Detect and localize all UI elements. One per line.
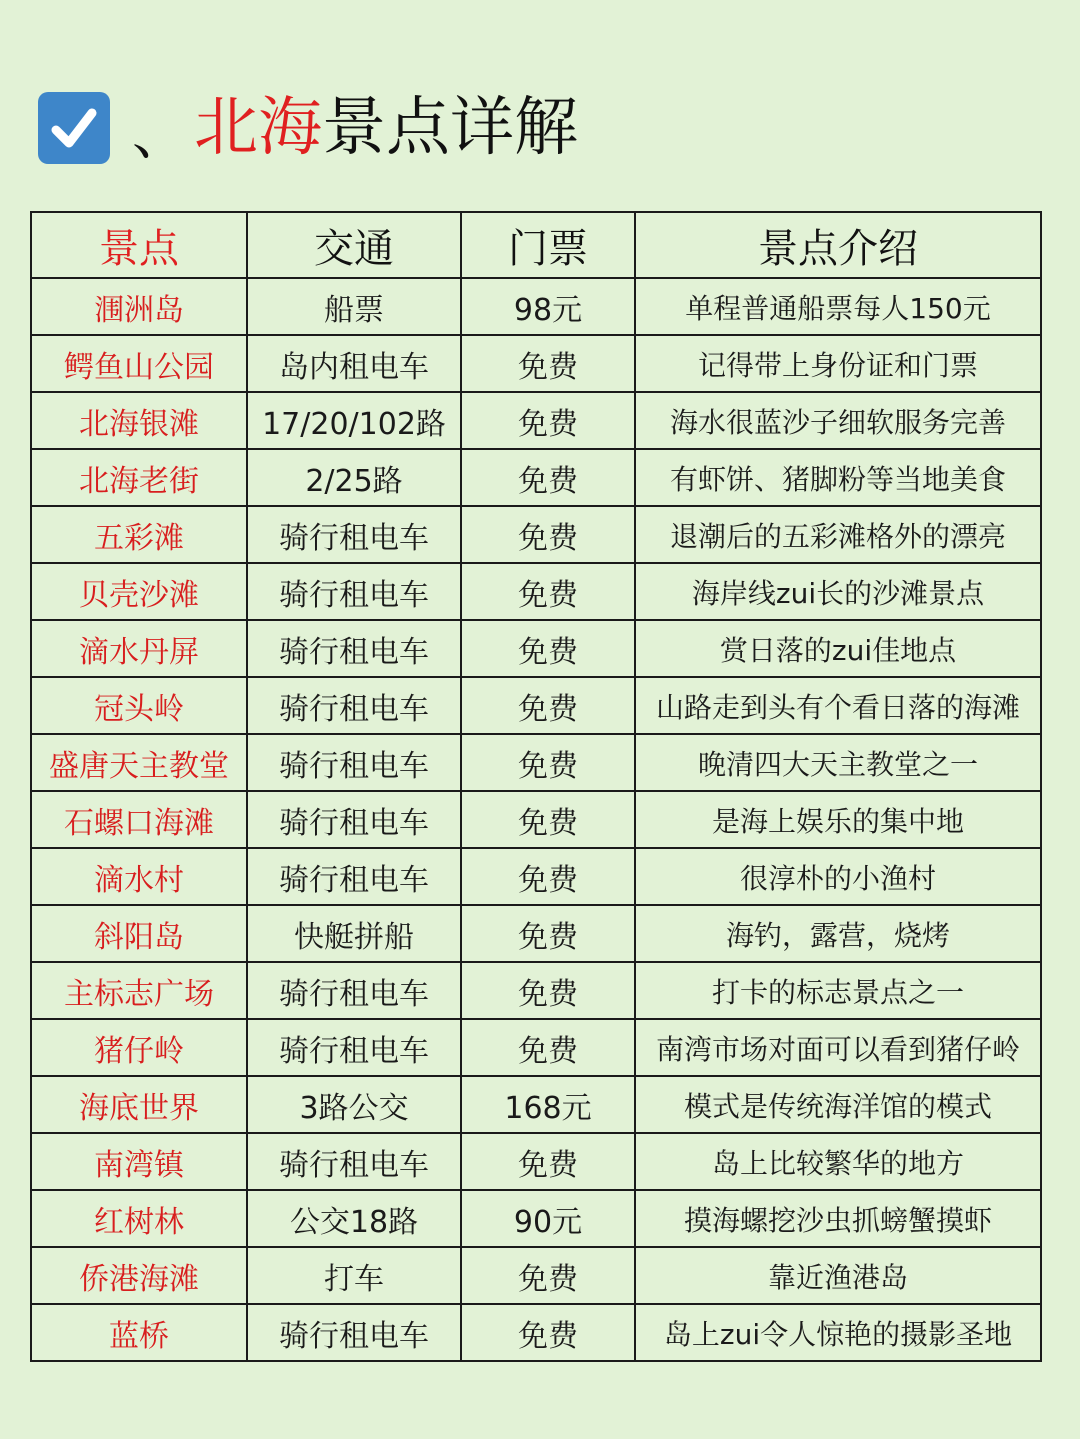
table-row — [31, 620, 1041, 677]
ticket-cell: 90元 — [461, 1190, 635, 1247]
transport-cell: 骑行租电车 — [247, 506, 461, 563]
table-row — [31, 962, 1041, 1019]
ticket-cell: 免费 — [461, 905, 635, 962]
table-row — [31, 506, 1041, 563]
intro-cell: 打卡的标志景点之一 — [635, 962, 1041, 1019]
table-row — [31, 1304, 1041, 1361]
table-row — [31, 791, 1041, 848]
intro-cell: 海岸线zui长的沙滩景点 — [635, 563, 1041, 620]
ticket-cell: 免费 — [461, 1019, 635, 1076]
intro-cell: 模式是传统海洋馆的模式 — [635, 1076, 1041, 1133]
attraction-name: 南湾镇 — [31, 1133, 247, 1190]
attraction-name: 北海老街 — [31, 449, 247, 506]
ticket-cell: 免费 — [461, 620, 635, 677]
ticket-cell: 免费 — [461, 677, 635, 734]
intro-cell: 岛上zui令人惊艳的摄影圣地 — [635, 1304, 1041, 1361]
intro-cell: 摸海螺挖沙虫抓螃蟹摸虾 — [635, 1190, 1041, 1247]
attraction-name: 盛唐天主教堂 — [31, 734, 247, 791]
attraction-name: 北海银滩 — [31, 392, 247, 449]
transport-cell: 骑行租电车 — [247, 1133, 461, 1190]
attraction-name: 蓝桥 — [31, 1304, 247, 1361]
ticket-cell: 免费 — [461, 1133, 635, 1190]
transport-cell: 船票 — [247, 278, 461, 335]
table-row — [31, 848, 1041, 905]
intro-cell: 靠近渔港岛 — [635, 1247, 1041, 1304]
intro-cell: 记得带上身份证和门票 — [635, 335, 1041, 392]
transport-cell: 快艇拼船 — [247, 905, 461, 962]
attraction-name: 石螺口海滩 — [31, 791, 247, 848]
checkbox-checked-icon — [38, 92, 110, 164]
ticket-cell: 免费 — [461, 1304, 635, 1361]
intro-cell: 晚清四大天主教堂之一 — [635, 734, 1041, 791]
transport-cell: 3路公交 — [247, 1076, 461, 1133]
ticket-cell: 免费 — [461, 449, 635, 506]
table-row — [31, 1247, 1041, 1304]
table-row — [31, 392, 1041, 449]
table-row — [31, 905, 1041, 962]
attraction-name: 贝壳沙滩 — [31, 563, 247, 620]
table-row — [31, 563, 1041, 620]
table-row — [31, 1019, 1041, 1076]
transport-cell: 骑行租电车 — [247, 677, 461, 734]
ticket-cell: 免费 — [461, 392, 635, 449]
attractions-table — [30, 211, 1042, 1362]
ticket-cell: 免费 — [461, 506, 635, 563]
attraction-name: 斜阳岛 — [31, 905, 247, 962]
title-separator: 、 — [132, 103, 188, 168]
intro-cell: 很淳朴的小渔村 — [635, 848, 1041, 905]
ticket-cell: 免费 — [461, 848, 635, 905]
header-transport: 交通 — [247, 212, 461, 278]
table-row — [31, 335, 1041, 392]
page-header — [38, 88, 578, 168]
attraction-name: 滴水村 — [31, 848, 247, 905]
intro-cell: 南湾市场对面可以看到猪仔岭 — [635, 1019, 1041, 1076]
table-row — [31, 1076, 1041, 1133]
ticket-cell: 免费 — [461, 962, 635, 1019]
intro-cell: 是海上娱乐的集中地 — [635, 791, 1041, 848]
table-header-row — [31, 212, 1041, 278]
intro-cell: 退潮后的五彩滩格外的漂亮 — [635, 506, 1041, 563]
attraction-name: 猪仔岭 — [31, 1019, 247, 1076]
transport-cell: 骑行租电车 — [247, 1019, 461, 1076]
title-highlight: 北海 — [194, 91, 322, 165]
ticket-cell: 98元 — [461, 278, 635, 335]
header-intro: 景点介绍 — [635, 212, 1041, 278]
transport-cell: 骑行租电车 — [247, 620, 461, 677]
intro-cell: 赏日落的zui佳地点 — [635, 620, 1041, 677]
transport-cell: 岛内租电车 — [247, 335, 461, 392]
attraction-name: 红树林 — [31, 1190, 247, 1247]
table-row — [31, 1133, 1041, 1190]
attraction-name: 冠头岭 — [31, 677, 247, 734]
transport-cell: 骑行租电车 — [247, 848, 461, 905]
table-row — [31, 734, 1041, 791]
attraction-name: 鳄鱼山公园 — [31, 335, 247, 392]
table-body — [31, 278, 1041, 1361]
attraction-name: 海底世界 — [31, 1076, 247, 1133]
table-row — [31, 449, 1041, 506]
transport-cell: 17/20/102路 — [247, 392, 461, 449]
table-row — [31, 677, 1041, 734]
intro-cell: 山路走到头有个看日落的海滩 — [635, 677, 1041, 734]
transport-cell: 2/25路 — [247, 449, 461, 506]
intro-cell: 岛上比较繁华的地方 — [635, 1133, 1041, 1190]
attraction-name: 滴水丹屏 — [31, 620, 247, 677]
table-row — [31, 278, 1041, 335]
attraction-name: 涠洲岛 — [31, 278, 247, 335]
ticket-cell: 免费 — [461, 335, 635, 392]
header-ticket: 门票 — [461, 212, 635, 278]
intro-cell: 单程普通船票每人150元 — [635, 278, 1041, 335]
ticket-cell: 168元 — [461, 1076, 635, 1133]
header-attraction: 景点 — [31, 212, 247, 278]
ticket-cell: 免费 — [461, 734, 635, 791]
transport-cell: 骑行租电车 — [247, 563, 461, 620]
ticket-cell: 免费 — [461, 1247, 635, 1304]
transport-cell: 骑行租电车 — [247, 734, 461, 791]
transport-cell: 骑行租电车 — [247, 791, 461, 848]
attraction-name: 主标志广场 — [31, 962, 247, 1019]
page-title: 景点详解 — [322, 91, 578, 165]
table-row — [31, 1190, 1041, 1247]
ticket-cell: 免费 — [461, 791, 635, 848]
attraction-name: 五彩滩 — [31, 506, 247, 563]
transport-cell: 打车 — [247, 1247, 461, 1304]
ticket-cell: 免费 — [461, 563, 635, 620]
transport-cell: 骑行租电车 — [247, 1304, 461, 1361]
intro-cell: 海水很蓝沙子细软服务完善 — [635, 392, 1041, 449]
intro-cell: 海钓，露营，烧烤 — [635, 905, 1041, 962]
attraction-name: 侨港海滩 — [31, 1247, 247, 1304]
intro-cell: 有虾饼、猪脚粉等当地美食 — [635, 449, 1041, 506]
transport-cell: 公交18路 — [247, 1190, 461, 1247]
transport-cell: 骑行租电车 — [247, 962, 461, 1019]
